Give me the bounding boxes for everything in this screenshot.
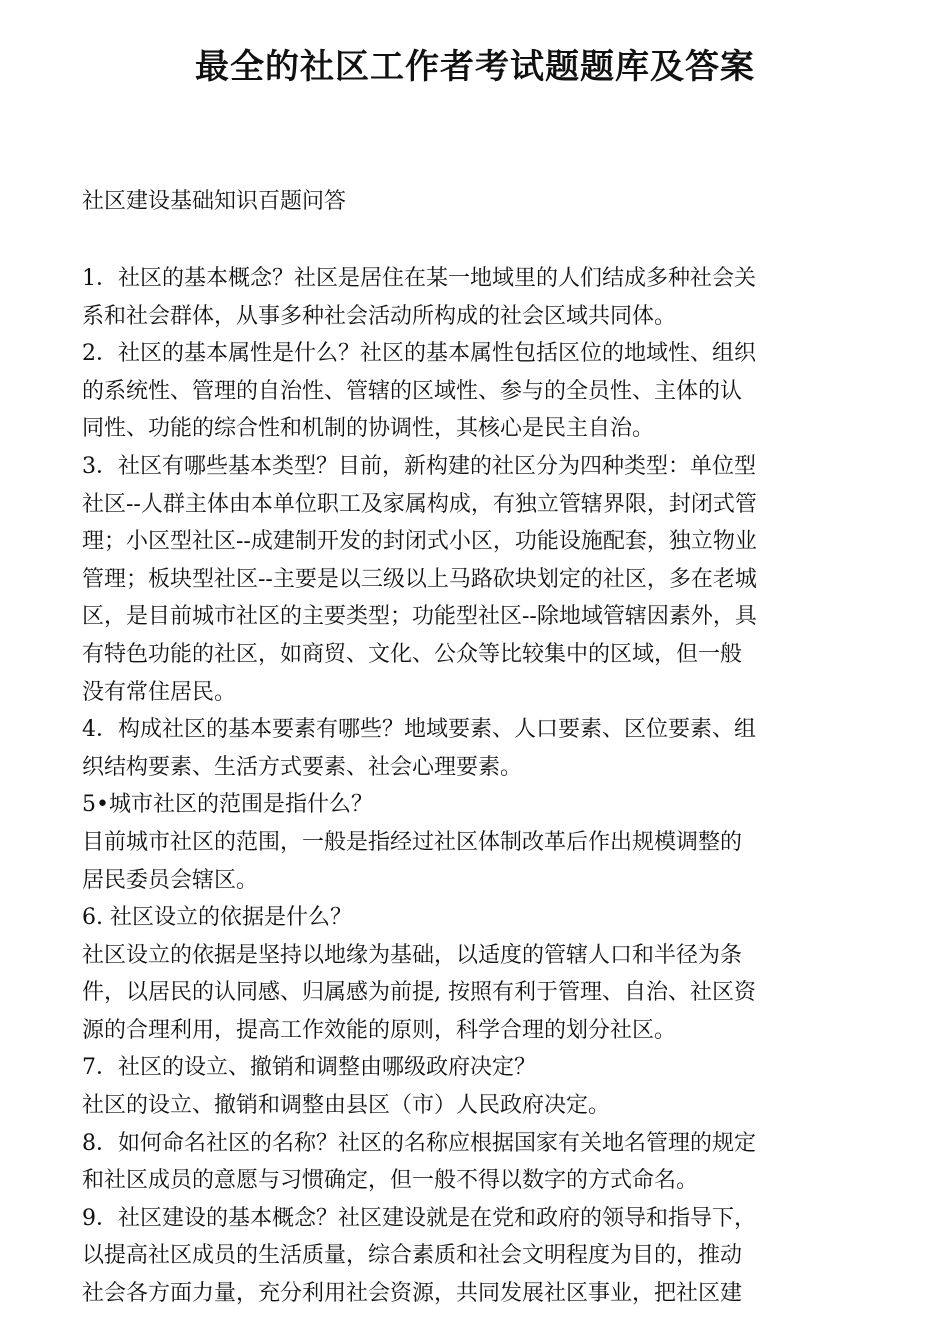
body-line: 区，是目前城市社区的主要类型；功能型社区--除地域管辖因素外，具 [82,604,757,630]
document-title: 最全的社区工作者考试题题库及答案 [195,47,755,87]
body-line: 以提高社区成员的生活质量，综合素质和社会文明程度为目的，推动 [82,1243,743,1269]
body-line: 件，以居民的认同感、归属感为前提, 按照有利于管理、自治、社区资 [82,980,756,1006]
body-line: 源的合理利用，提高工作效能的原则，科学合理的划分社区。 [82,1017,677,1043]
body-line: 系和社会群体，从事多种社会活动所构成的社会区域共同体。 [82,303,677,329]
body-line: 理；小区型社区--成建制开发的封闭式小区，功能设施配套，独立物业 [82,529,757,555]
body-line: 6. 社区设立的依据是什么？ [82,905,352,931]
body-line: 目前城市社区的范围，一般是指经过社区体制改革后作出规模调整的 [82,829,743,855]
body-line: 有特色功能的社区，如商贸、文化、公众等比较集中的区域，但一般 [82,641,743,667]
document-body [82,260,872,1313]
body-line: 的系统性、管理的自治性、管辖的区域性、参与的全员性、主体的认 [82,378,743,404]
body-line: 4．构成社区的基本要素有哪些？地域要素、人口要素、区位要素、组 [82,717,756,743]
body-line: 7．社区的设立、撤销和调整由哪级政府决定？ [82,1055,536,1081]
body-line: 没有常住居民。 [82,679,237,705]
body-line: 管理；板块型社区--主要是以三级以上马路砍块划定的社区，多在老城 [82,566,757,592]
body-line: 社区的设立、撤销和调整由县区（市）人民政府决定。 [82,1093,611,1119]
document-subtitle: 社区建设基础知识百题问答 [82,189,347,214]
body-line: 同性、功能的综合性和机制的协调性，其核心是民主自治。 [82,416,655,442]
body-line: 和社区成员的意愿与习惯确定，但一般不得以数字的方式命名。 [82,1168,699,1194]
body-line: 5•城市社区的范围是指什么？ [82,792,373,818]
body-line: 织结构要素、生活方式要素、社会心理要素。 [82,754,523,780]
body-line: 社会各方面力量，充分利用社会资源，共同发展社区事业，把社区建 [82,1281,743,1307]
body-line: 1．社区的基本概念？社区是居住在某一地域里的人们结成多种社会关 [82,266,756,291]
body-line: 2．社区的基本属性是什么？社区的基本属性包括区位的地域性、组织 [82,341,756,367]
body-line: 8．如何命名社区的名称？社区的名称应根据国家有关地名管理的规定 [82,1130,756,1156]
body-line: 3．社区有哪些基本类型？目前，新构建的社区分为四种类型：单位型 [82,453,756,479]
body-line: 居民委员会辖区。 [82,867,259,893]
body-line: 社区--人群主体由本单位职工及家属构成，有独立管辖界限，封闭式管 [82,491,757,517]
body-line: 9．社区建设的基本概念？社区建设就是在党和政府的领导和指导下， [82,1205,756,1231]
body-line: 社区设立的依据是坚持以地缘为基础，以适度的管辖人口和半径为条 [82,942,743,968]
